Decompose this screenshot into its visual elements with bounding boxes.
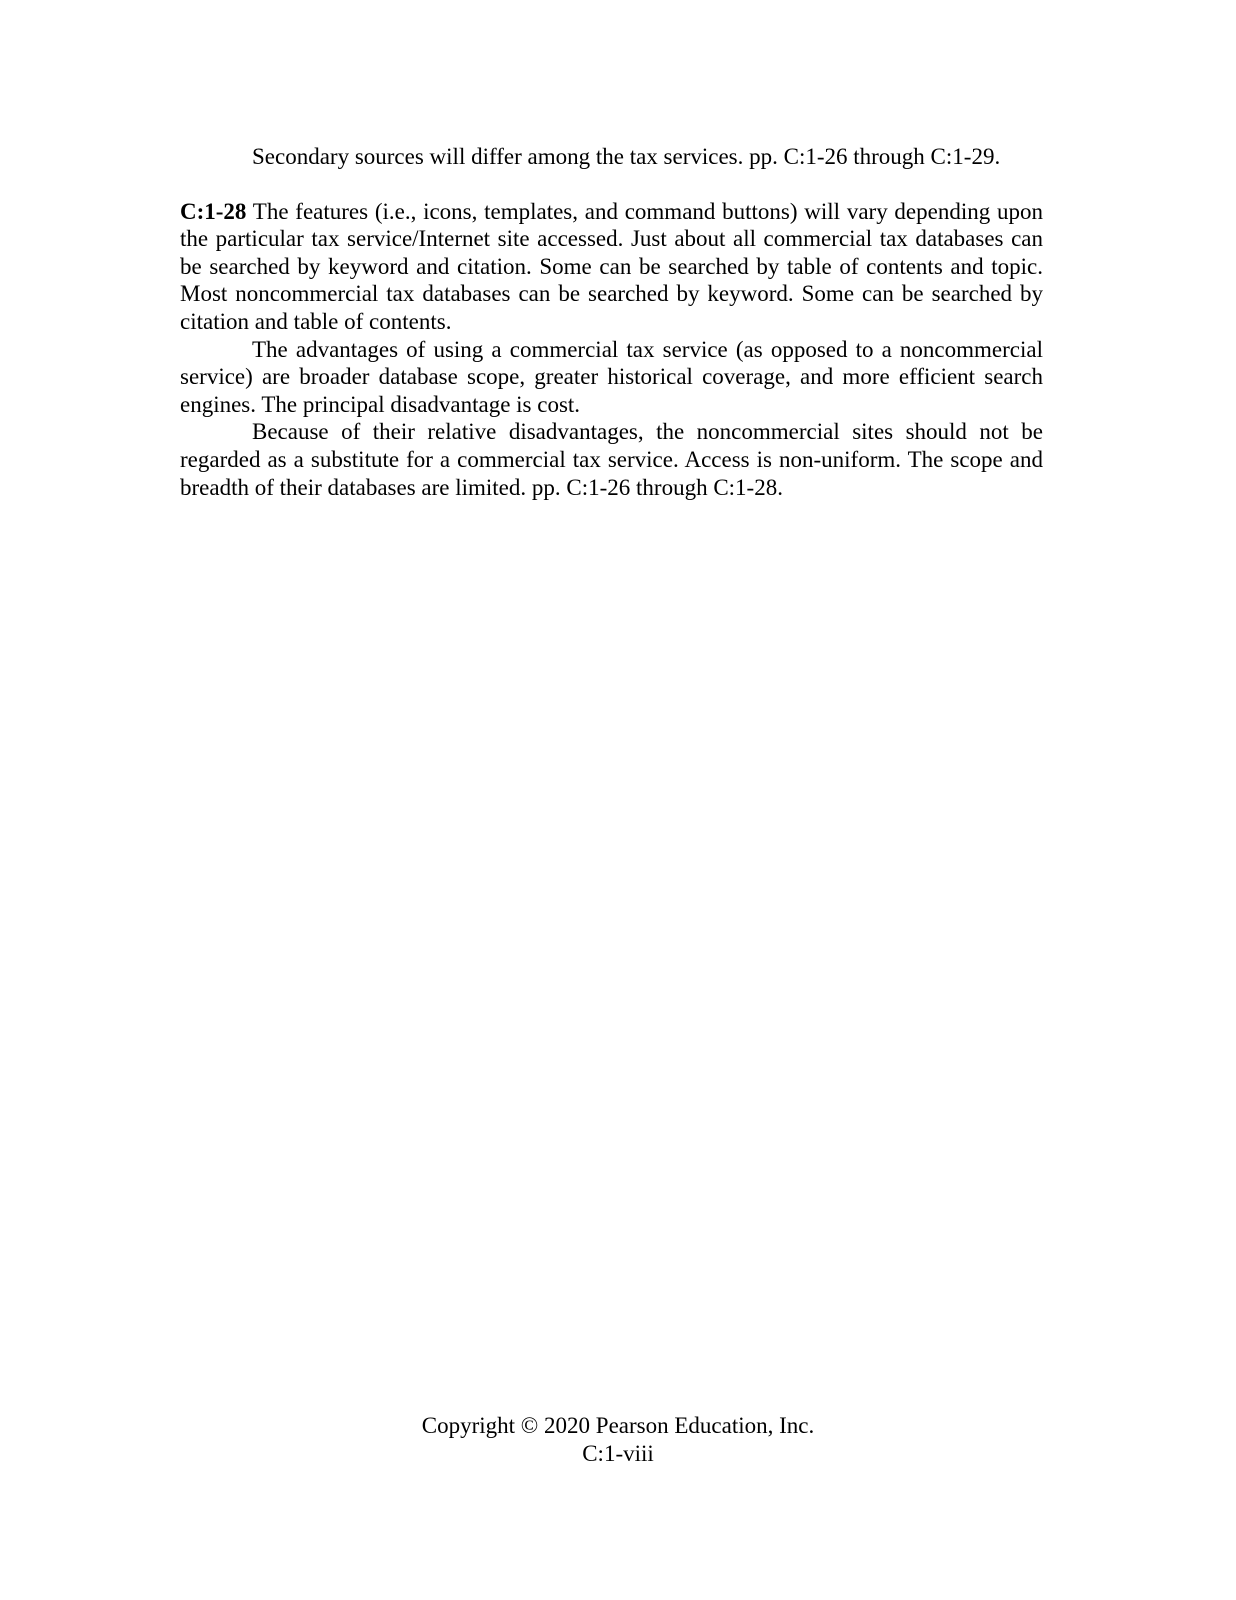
- page-body: [180, 143, 1043, 501]
- question-first-paragraph: The features (i.e., icons, templates, and command buttons) will vary depending upon the particular tax service/Internet site accessed. Just about all commercial tax databases can be searched by keyword and citation. Some can be searched by table of contents and topic. Most noncommercial tax databases can be searched by keyword. Some can be searched by citation and table of contents.: [180, 198, 1043, 334]
- copyright-notice: Copyright © 2020 Pearson Education, Inc.: [421, 1413, 815, 1438]
- intro-paragraph: Secondary sources will differ among the tax services. pp. C:1-26 through C:1-29.: [252, 144, 1001, 169]
- page-footer: [0, 1412, 1236, 1467]
- question-third-paragraph: Because of their relative disadvantages, the noncommercial sites should not be regarded as a substitute for a commercial tax service. Access is non-uniform. The scope and breadth of their databases are limited. pp. C:1-26 through C:1-28.: [180, 419, 1043, 500]
- question-number: C:1-28: [180, 198, 247, 224]
- page-number: C:1-viii: [582, 1440, 654, 1466]
- question-second-paragraph: The advantages of using a commercial tax service (as opposed to a noncommercial service) are broader database scope, greater historical coverage, and more efficient search engines. The principal disadvantage is cost.: [180, 336, 1043, 417]
- question-paragraph: [180, 198, 1043, 336]
- paragraph-gap: [180, 171, 1043, 198]
